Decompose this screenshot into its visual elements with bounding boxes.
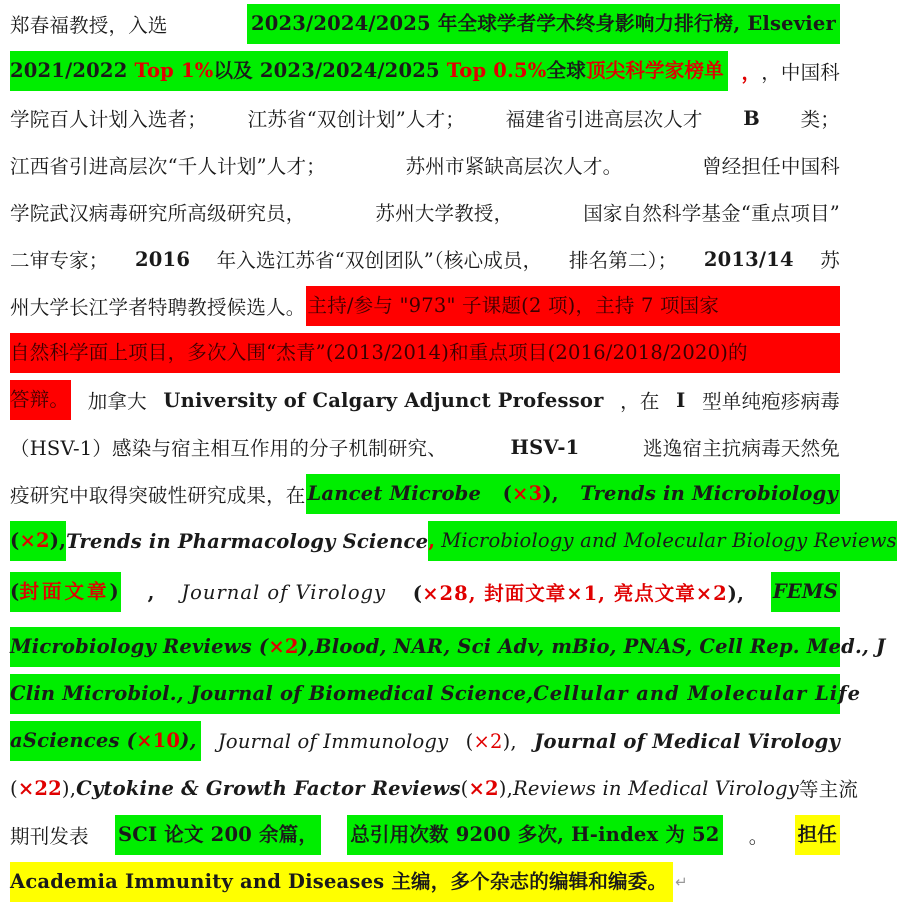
highlighted-text xyxy=(10,862,673,902)
text-run: ( xyxy=(502,482,513,505)
text-run: Reviews in Medical Virology xyxy=(512,776,800,800)
text-run: ), xyxy=(49,529,67,552)
paragraph-line xyxy=(10,721,840,761)
text-run: ), xyxy=(498,776,513,800)
highlighted-text: 总引用次数 9200 多次, H-index 为 52 xyxy=(347,815,722,855)
highlighted-text xyxy=(10,572,121,612)
highlighted-text xyxy=(10,627,886,667)
paragraph-line xyxy=(10,192,840,232)
paragraph-line xyxy=(10,474,840,514)
paragraph-line xyxy=(10,674,861,714)
text-run: ( xyxy=(10,580,20,603)
text-run: 封面文章 xyxy=(19,580,110,603)
highlighted-text xyxy=(306,474,840,514)
paragraph-line xyxy=(10,627,886,667)
text-run: Lancet Microbe xyxy=(307,482,482,505)
text-run: ) xyxy=(109,580,119,603)
highlighted-text: 主持/参与 "973" 子课题(2 项)，主持 7 项国家 xyxy=(306,286,840,326)
text-run: 曾经担任中国科 xyxy=(702,155,840,178)
text-run: B xyxy=(743,106,760,130)
text-run: ), xyxy=(502,729,517,753)
text-run: 顶尖科学家榜单 xyxy=(585,59,724,82)
text-run: 郑春福教授，入选 xyxy=(10,14,168,37)
highlighted-text: SCI 论文 200 余篇， xyxy=(115,815,321,855)
paragraph-line xyxy=(10,572,840,612)
paragraph-line xyxy=(10,286,840,326)
text-run: 年入选江苏省“双创团队”（核心成员， xyxy=(216,249,543,272)
paragraph-mark-icon: ↵ xyxy=(675,873,688,891)
paragraph-line xyxy=(10,98,840,138)
text-run: ×2 xyxy=(19,529,50,552)
text-run: Journal of Immunology xyxy=(217,729,449,753)
text-run: 2021/2022 xyxy=(10,59,128,82)
text-run: 。 xyxy=(748,825,769,848)
paragraph-line xyxy=(10,145,840,185)
text-run: University of Calgary Adjunct Professor xyxy=(163,388,604,412)
text-run: 全球 xyxy=(546,59,586,82)
text-run: ×2 xyxy=(268,635,299,658)
paragraph-line xyxy=(10,521,897,561)
highlighted-text: FEMS xyxy=(771,572,840,612)
text-run: , xyxy=(147,580,155,604)
text-run: ，，中国科 xyxy=(741,57,840,85)
text-run: ×22 xyxy=(17,776,62,800)
text-run: ，中国科 xyxy=(761,61,840,84)
text-run: 江苏省“双创计划”人才； xyxy=(247,108,465,131)
text-run: Microbiology and Molecular Biology Reviews xyxy=(441,529,897,552)
text-run: ×2 xyxy=(473,729,503,753)
text-run: 学院百人计划入选者； xyxy=(10,108,208,131)
text-run: Cellular and Molecular Life xyxy=(533,682,861,705)
text-run: 二审专家； xyxy=(10,249,109,272)
text-run: 国家自然科学基金“重点项目” xyxy=(583,202,840,225)
text-run: Elsevier xyxy=(747,12,836,35)
paragraph-line xyxy=(10,862,840,902)
highlighted-text xyxy=(10,51,728,91)
text-run: aSciences ( xyxy=(10,729,137,752)
highlighted-text: 担任 xyxy=(795,815,840,855)
paragraph-line xyxy=(10,768,859,808)
paragraph-line xyxy=(10,427,840,467)
text-run: Trends in Pharmacology Science xyxy=(66,529,429,553)
text-run: ), xyxy=(180,729,197,752)
text-run: 2023/2024/2025 xyxy=(250,12,431,35)
text-run: ( xyxy=(10,776,18,800)
text-run: 2023/2024/2025 xyxy=(259,59,440,82)
text-run: ), xyxy=(298,635,316,658)
text-run: ×10 xyxy=(136,729,181,752)
text-run: 加拿大 xyxy=(87,390,147,413)
paragraph-line xyxy=(10,4,840,44)
text-run: ), xyxy=(727,582,745,605)
text-run: 州大学长江学者特聘教授候选人。 xyxy=(10,296,306,319)
text-run: HSV-1 xyxy=(510,435,580,459)
text-run: 江西省引进高层次“千人计划”人才； xyxy=(10,155,326,178)
text-run: 学院武汉病毒研究所高级研究员， xyxy=(10,202,306,225)
text-run: 疫研究中取得突破性研究成果，在 xyxy=(10,484,306,507)
text-run: ( xyxy=(412,582,423,605)
text-run: ( xyxy=(10,529,20,552)
text-run: 2013/14 xyxy=(703,247,794,271)
paragraph-line xyxy=(10,380,840,420)
text-run: Clin Microbiol., Journal of Biomedical Science, xyxy=(10,682,534,705)
text-run: 类； xyxy=(800,108,840,131)
text-run: Journal of Medical Virology xyxy=(534,729,840,753)
text-run: ×3 xyxy=(512,482,543,505)
highlighted-text xyxy=(10,674,861,714)
text-run: ), xyxy=(542,482,559,505)
text-run: 期刊发表 xyxy=(10,825,89,848)
text-run: Trends in Microbiology xyxy=(580,482,838,505)
text-run: ×28, 封面文章×1, 亮点文章×2 xyxy=(422,582,728,605)
highlighted-text xyxy=(247,4,840,44)
text-run: ( xyxy=(460,776,469,800)
text-run: ，在 xyxy=(620,390,660,413)
text-run: 型单纯疱疹病毒 xyxy=(702,390,840,413)
text-run: Top 0.5% xyxy=(446,59,547,82)
highlighted-text xyxy=(10,721,201,761)
highlighted-text: 答辩。 xyxy=(10,380,71,420)
highlighted-text: 自然科学面上项目，多次入围“杰青”(2013/2014)和重点项目(2016/2018/2020)的 xyxy=(10,333,840,373)
text-run: Microbiology Reviews ( xyxy=(10,635,269,658)
text-run: 年全球学者学术终身影响力排行榜, xyxy=(437,12,741,35)
paragraph-line xyxy=(10,51,840,91)
text-run: I xyxy=(676,388,686,412)
text-run: 苏州市紧缺高层次人才。 xyxy=(405,155,623,178)
text-run: Blood, NAR, Sci Adv, mBio, PNAS, Cell Rep. Med., J xyxy=(315,635,886,658)
text-run: Academia Immunity and Diseases xyxy=(10,870,385,893)
text-run: Top 1% xyxy=(134,59,214,82)
text-run: 排名第二）； xyxy=(568,249,678,272)
paragraph-line xyxy=(10,333,840,373)
text-run: Journal of Virology xyxy=(181,580,387,604)
text-run: 苏州大学教授， xyxy=(375,202,514,225)
text-run: （HSV-1）感染与宿主相互作用的分子机制研究、 xyxy=(10,437,447,460)
highlighted-text xyxy=(428,521,897,561)
text-run: 2016 xyxy=(135,247,191,271)
text-run: 主编，多个杂志的编辑和编委。 xyxy=(391,870,668,893)
text-run: 苏 xyxy=(820,249,840,272)
text-run: 以及 xyxy=(213,59,253,82)
paragraph-line xyxy=(10,239,840,279)
text-run: 等主流 xyxy=(799,778,859,801)
text-run: Cytokine & Growth Factor Reviews xyxy=(76,776,461,800)
text-run: 福建省引进高层次人才 xyxy=(505,108,703,131)
highlighted-text xyxy=(10,521,66,561)
text-run: ×2 xyxy=(468,776,499,800)
text-run: ( xyxy=(465,729,474,753)
text-run: 逃逸宿主抗病毒天然免 xyxy=(642,437,840,460)
text-run: , xyxy=(428,529,436,552)
text-run: ), xyxy=(61,776,77,800)
paragraph-line xyxy=(10,815,840,855)
